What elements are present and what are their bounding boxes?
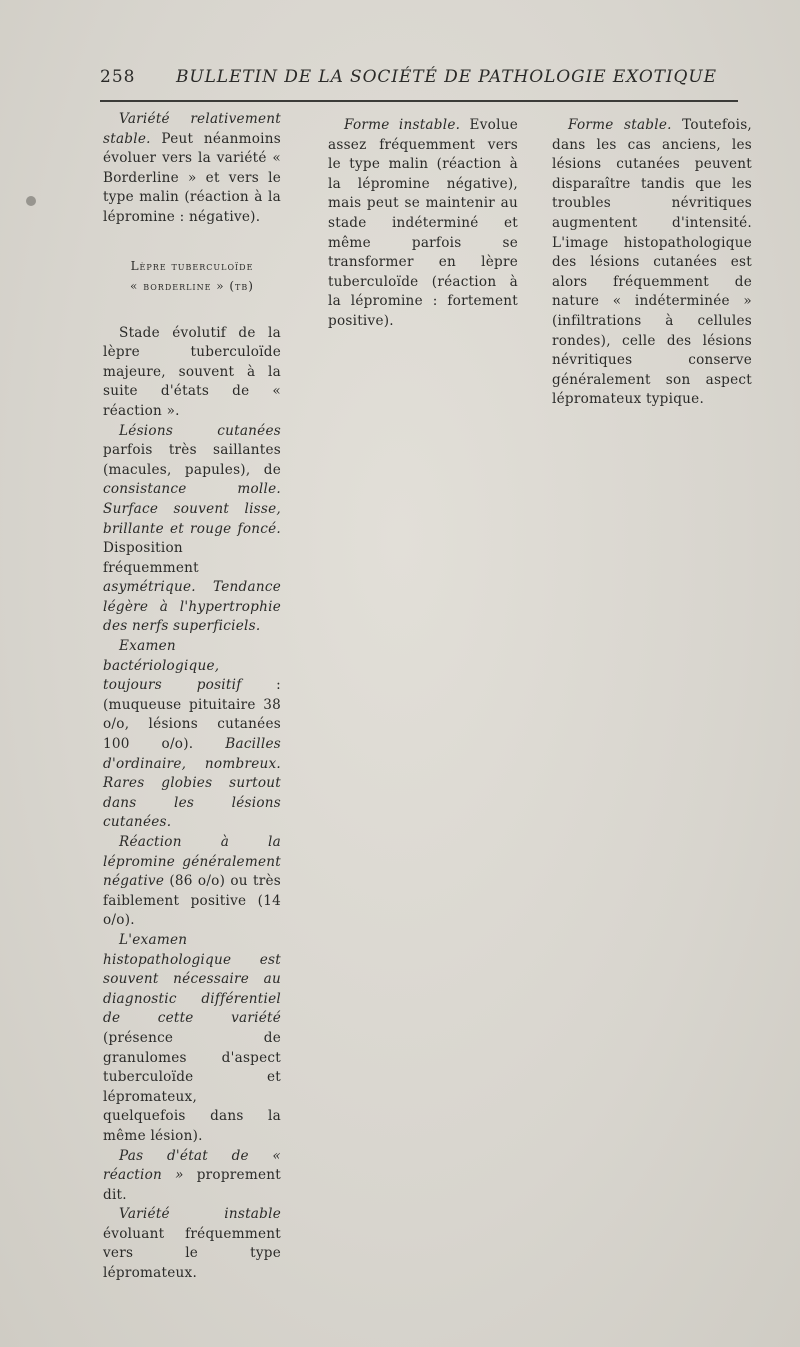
italic-text: L'examen histopathologique est souvent nécessaire au diagnostic différentiel de cette variété [103, 931, 281, 1027]
italic-text: Lésions cutanées [119, 422, 281, 439]
italic-text: Forme instable. [344, 117, 461, 133]
paragraph: Stade évolutif de la lèpre tuberculoïde majeure, souvent à la suite d'états de « réaction ». [103, 324, 281, 419]
column-left [103, 110, 281, 1284]
paragraph [328, 116, 518, 332]
italic-text: Variété relativement stable. [103, 111, 281, 147]
body-text: Disposition fréquemment [103, 540, 199, 576]
paragraph [103, 110, 281, 228]
paragraph [552, 116, 752, 410]
paper-spot [26, 196, 36, 206]
header-rule [100, 100, 738, 102]
section-heading [103, 256, 281, 296]
italic-text: asymétrique. Tendance légère à l'hypertrophie des nerfs superficiels. [103, 579, 281, 635]
italic-text: consistance molle. Surface souvent lisse, brillante et rouge foncé. [103, 481, 281, 537]
italic-text: Forme stable. [568, 117, 672, 133]
body-text: Evolue assez fréquemment vers le type malin (réaction à la lépromine négative), mais peut se maintenir au stade indéterminé et même parfois se transformer en lèpre tuberculoïde (réaction à la lépromine : fortement positive). [328, 117, 518, 329]
body-text: (86 o/o) ou très faiblement positive (14 o/o). [103, 873, 281, 929]
body-text: évoluant fréquemment vers le type lépromateux. [103, 1225, 281, 1282]
column-middle [328, 116, 518, 332]
paragraph [103, 637, 281, 833]
italic-text: Bacilles d'ordinaire, nombreux. Rares globies surtout dans les lésions cutanées. [103, 736, 281, 831]
italic-text: Examen bactériologique, toujours positif [103, 638, 242, 694]
body-text: (présence de granulomes d'aspect tuberculoïde et lépromateux, quelquefois dans la même lésion). [103, 1029, 281, 1144]
body-text: parfois très saillantes (macules, papules), de [103, 442, 281, 478]
heading-line: « borderline » (tb) [130, 278, 254, 293]
page-number: 258 [100, 67, 136, 87]
body-text: : (muqueuse pituitaire 38 o/o, lésions cutanées 100 o/o). [103, 677, 281, 753]
column-right [552, 116, 752, 410]
body-text: Peut néanmoins évoluer vers la variété « Borderline » et vers le type malin (réaction à la lépromine : négative). [103, 130, 281, 225]
paragraph [103, 1205, 281, 1283]
paragraph [103, 1147, 281, 1206]
paragraph [103, 833, 281, 931]
running-title: BULLETIN DE LA SOCIÉTÉ DE PATHOLOGIE EXOTIQUE [176, 67, 717, 87]
italic-text: Réaction à la lépromine généralement négative [103, 834, 281, 890]
paragraph [103, 931, 281, 1147]
body-text: proprement dit. [103, 1167, 281, 1203]
page-header [100, 64, 717, 92]
italic-text: Pas d'état de « réaction » [103, 1147, 281, 1184]
body-text: Toutefois, dans les cas anciens, les lésions cutanées peuvent disparaître tandis que les troubles névritiques augmentent d'intensité. L'image histopathologique des lésions cutanées est alors fréquemment de nature « indéterminée » (infiltrations à cellules rondes), celle des lésions névritiques conserve généralement son aspect lépromateux typique. [552, 117, 752, 408]
italic-text: Variété instable [119, 1206, 281, 1223]
heading-line: Lèpre tuberculoïde [130, 258, 254, 273]
paragraph [103, 422, 281, 638]
